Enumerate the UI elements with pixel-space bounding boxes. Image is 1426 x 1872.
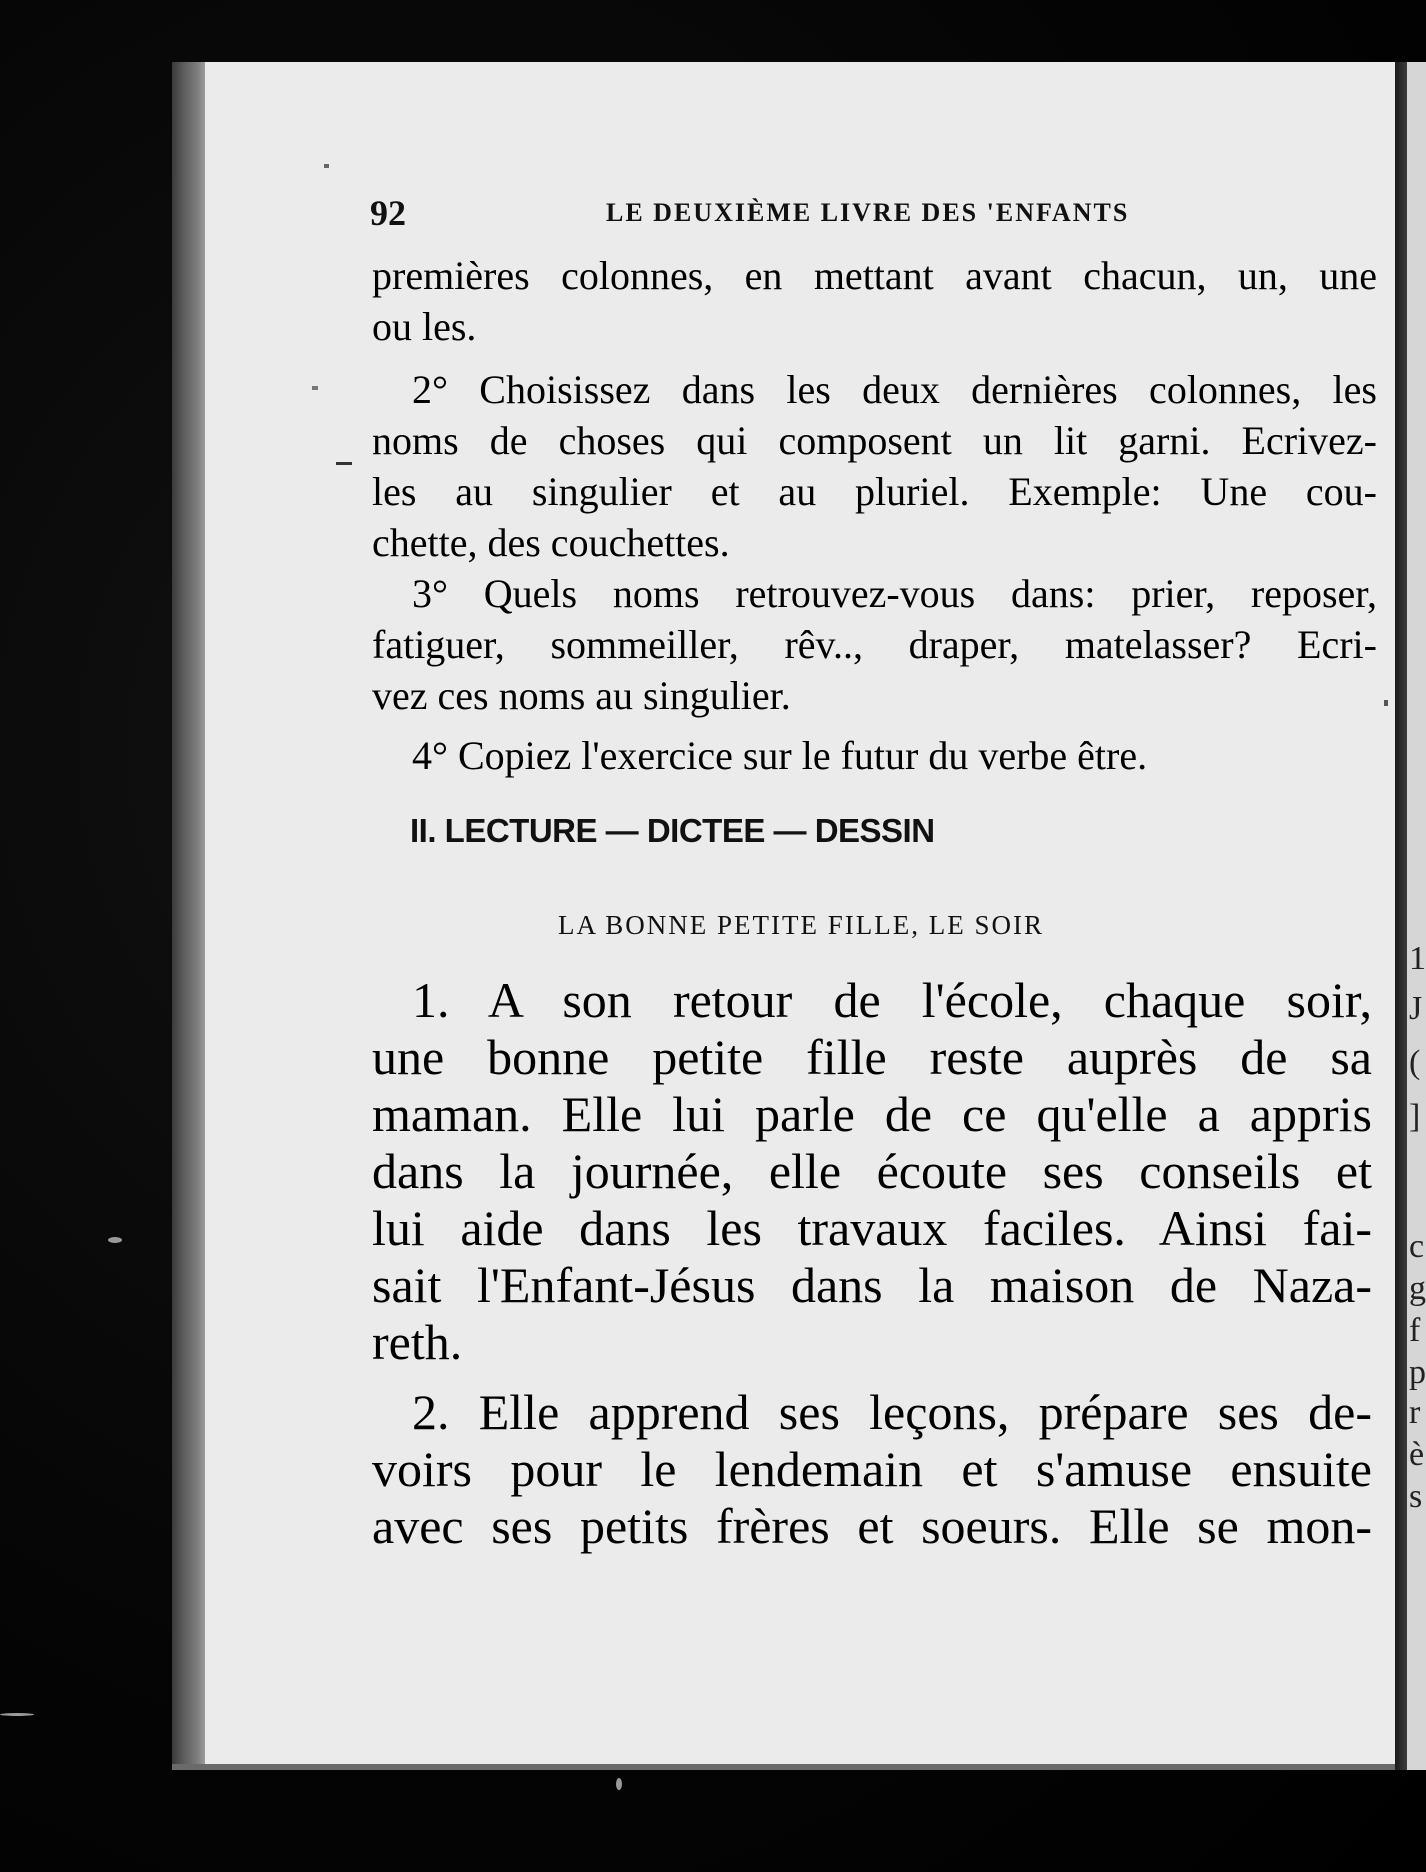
story-title: LA BONNE PETITE FILLE, LE SOIR [558, 910, 1044, 940]
dust-speck [108, 1237, 122, 1243]
dust-speck [0, 1713, 34, 1716]
text-line: 2° Choisissez dans les deux dernières colonnes, les [412, 367, 1377, 412]
page-number: 92 [370, 193, 406, 233]
book-spine [1395, 62, 1407, 1770]
text-line: une bonne petite fille reste auprès de sa [372, 1029, 1372, 1085]
facing-page-fragment: J [1409, 990, 1423, 1027]
section-heading: II. LECTURE — DICTEE — DESSIN [410, 812, 935, 849]
facing-page-fragment: p [1409, 1354, 1426, 1391]
running-title: LE DEUXIÈME LIVRE DES 'ENFANTS [606, 198, 1130, 227]
running-header [370, 192, 1380, 232]
text-line: 2. Elle apprend ses leçons, prépare ses de- [412, 1384, 1372, 1440]
text-line: les au singulier et au pluriel. Exemple: Une cou- [372, 469, 1377, 514]
text-line: maman. Elle lui parle de ce qu'elle a appris [372, 1086, 1372, 1142]
facing-page-fragment: c [1409, 1228, 1425, 1265]
text-line: voirs pour le lendemain et s'amuse ensuite [372, 1441, 1372, 1497]
facing-page-fragment: ( [1409, 1044, 1421, 1081]
story-paragraph-2 [372, 1384, 1372, 1555]
page-bottom-edge [172, 1764, 1407, 1770]
facing-page-fragment: 1 [1409, 940, 1426, 977]
text-line: reth. [372, 1314, 463, 1370]
text-line: ou les. [372, 304, 477, 349]
text-line: 4° Copiez l'exercice sur le futur du verbe être. [412, 733, 1148, 778]
text-line: avec ses petits frères et soeurs. Elle se mon- [372, 1498, 1372, 1554]
margin-mark [1384, 700, 1388, 706]
text-line: 3° Quels noms retrouvez-vous dans: prier, reposer, [412, 571, 1377, 616]
facing-page-fragment: g [1409, 1270, 1426, 1307]
text-line: dans la journée, elle écoute ses conseils et [372, 1143, 1372, 1199]
margin-mark [336, 462, 352, 465]
facing-page-edge [1407, 62, 1426, 1770]
facing-page-fragment: s [1409, 1478, 1423, 1515]
text-line: noms de choses qui composent un lit garni. Ecrivez- [372, 418, 1377, 463]
exercise-item-3 [372, 568, 1377, 721]
facing-page-fragment: f [1409, 1312, 1421, 1349]
text-line: sait l'Enfant-Jésus dans la maison de Naza- [372, 1257, 1372, 1313]
facing-page-fragment: r [1409, 1394, 1421, 1431]
dust-speck [616, 1778, 622, 1790]
text-line: lui aide dans les travaux faciles. Ainsi fai- [372, 1200, 1372, 1256]
text-line: vez ces noms au singulier. [372, 673, 791, 718]
story-paragraph-1 [372, 972, 1372, 1371]
text-line: fatiguer, sommeiller, rêv.., draper, matelasser? Ecri- [372, 622, 1377, 667]
margin-mark [312, 386, 318, 390]
exercise-intro [372, 250, 1377, 352]
facing-page-fragment: ] [1409, 1098, 1421, 1135]
text-line: premières colonnes, en mettant avant chacun, un, une [372, 253, 1377, 298]
text-line: 1. A son retour de l'école, chaque soir, [412, 972, 1372, 1028]
exercise-item-2 [372, 364, 1377, 568]
page-gutter-shadow [172, 62, 208, 1770]
margin-mark [324, 164, 329, 168]
facing-page-fragment: è [1409, 1436, 1425, 1473]
exercise-item-4 [372, 730, 1377, 781]
text-line: chette, des couchettes. [372, 520, 730, 565]
